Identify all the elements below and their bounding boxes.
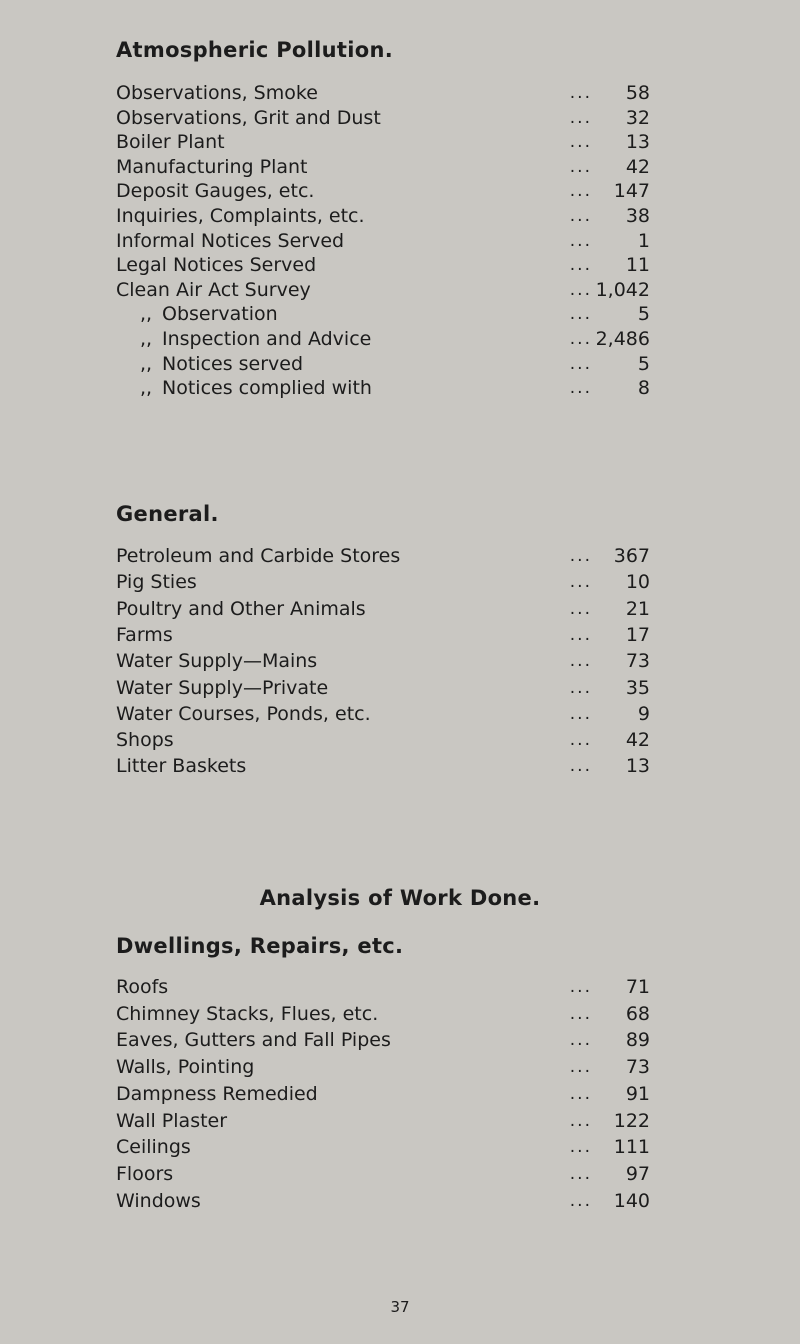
row-label: Walls, Pointing — [116, 1056, 255, 1079]
table-row — [116, 178, 650, 204]
row-label: Eaves, Gutters and Fall Pipes — [116, 1029, 391, 1052]
row-value: 5 — [637, 303, 650, 326]
row-label: Inspection and Advice — [162, 328, 372, 350]
row-label: Dampness Remedied — [116, 1082, 318, 1105]
row-label: Poultry and Other Animals — [116, 597, 366, 620]
table-row — [116, 1054, 650, 1080]
table-row — [116, 1081, 650, 1107]
leader-dots: ... — [569, 1030, 592, 1051]
row-label: Wall Plaster — [116, 1109, 228, 1132]
row-value: 58 — [625, 82, 650, 104]
row-value: 42 — [625, 155, 650, 178]
table-row — [116, 543, 650, 569]
table-row — [116, 1001, 650, 1027]
section-heading-general: General. — [116, 502, 219, 526]
row-label: Petroleum and Carbide Stores — [116, 545, 401, 567]
section-heading-dwellings: Dwellings, Repairs, etc. — [116, 934, 404, 958]
row-label: Shops — [116, 729, 174, 752]
row-value: 2,486 — [595, 328, 650, 350]
leader-dots: ... — [569, 1003, 592, 1024]
row-value: 21 — [625, 597, 650, 620]
leader-dots: ... — [569, 730, 592, 751]
row-label: Windows — [116, 1189, 201, 1212]
leader-dots: ... — [569, 255, 592, 276]
row-label: Deposit Gauges, etc. — [116, 180, 315, 203]
row-value: 122 — [613, 1109, 650, 1132]
leader-dots: ... — [569, 977, 592, 997]
table-row — [116, 1161, 650, 1187]
row-label: Water Courses, Ponds, etc. — [116, 702, 371, 725]
leader-dots: ... — [569, 572, 592, 593]
table-row — [116, 375, 650, 401]
row-label: Water Supply—Private — [116, 676, 329, 699]
table-row — [116, 974, 650, 1000]
row-value: 42 — [625, 729, 650, 752]
row-value: 97 — [625, 1162, 650, 1185]
row-value: 73 — [625, 1056, 650, 1079]
leader-dots: ... — [569, 279, 592, 300]
row-value: 68 — [625, 1002, 650, 1025]
row-value: 38 — [625, 205, 650, 227]
row-label: Manufacturing Plant — [116, 155, 308, 178]
table-row — [116, 105, 650, 131]
row-value: 140 — [613, 1189, 650, 1212]
row-label: Pig Sties — [116, 571, 197, 594]
leader-dots: ... — [569, 230, 592, 251]
section-heading-analysis: Analysis of Work Done. — [259, 886, 541, 910]
page-number: 37 — [390, 1298, 410, 1316]
leader-dots: ... — [569, 304, 592, 325]
row-value: 17 — [625, 623, 650, 646]
leader-dots: ... — [569, 677, 592, 698]
leader-dots: ... — [569, 206, 592, 226]
row-value: 13 — [625, 131, 650, 154]
row-value: 73 — [625, 650, 650, 673]
ditto-mark: ,, — [140, 377, 153, 400]
table-row — [116, 80, 650, 106]
leader-dots: ... — [569, 107, 592, 128]
leader-dots: ... — [569, 1083, 592, 1104]
row-value: 8 — [637, 377, 650, 400]
leader-dots: ... — [569, 546, 592, 566]
leader-dots: ... — [569, 1163, 592, 1184]
row-label: Ceilings — [116, 1136, 191, 1159]
row-label: Roofs — [116, 976, 169, 998]
table-row — [116, 228, 650, 254]
table-row — [116, 701, 650, 727]
table-row — [116, 252, 650, 278]
row-label: Legal Notices Served — [116, 254, 317, 277]
leader-dots: ... — [569, 651, 592, 672]
row-value: 32 — [625, 106, 650, 129]
table-row — [116, 129, 650, 155]
row-value: 367 — [613, 545, 650, 567]
table-row — [116, 753, 650, 779]
leader-dots: ... — [569, 83, 592, 103]
row-value: 9 — [637, 702, 650, 725]
leader-dots: ... — [569, 598, 592, 619]
leader-dots: ... — [569, 329, 592, 349]
table-row — [116, 648, 650, 674]
table-row — [116, 675, 650, 701]
row-value: 11 — [625, 254, 650, 277]
table-row — [116, 351, 650, 377]
row-label: Litter Baskets — [116, 755, 247, 778]
leader-dots: ... — [569, 1137, 592, 1158]
row-value: 147 — [613, 180, 650, 203]
row-label: Inquiries, Complaints, etc. — [116, 205, 365, 227]
table-row — [116, 301, 650, 327]
row-value: 13 — [625, 755, 650, 778]
table-row — [116, 154, 650, 180]
row-value: 71 — [625, 976, 650, 998]
leader-dots: ... — [569, 132, 592, 153]
table-row — [116, 203, 650, 229]
row-label: Floors — [116, 1162, 174, 1185]
row-label: Water Supply—Mains — [116, 650, 318, 673]
row-label: Informal Notices Served — [116, 229, 345, 252]
row-label: Observation — [162, 303, 278, 326]
leader-dots: ... — [569, 181, 592, 202]
leader-dots: ... — [569, 378, 592, 399]
row-label: Notices complied with — [162, 377, 372, 400]
row-value: 91 — [625, 1082, 650, 1105]
table-row — [116, 596, 650, 622]
table-row — [116, 727, 650, 753]
ditto-mark: ,, — [140, 352, 153, 375]
leader-dots: ... — [569, 703, 592, 724]
row-label: Farms — [116, 623, 173, 646]
leader-dots: ... — [569, 624, 592, 645]
table-row — [116, 326, 650, 352]
row-value: 10 — [625, 571, 650, 594]
row-value: 111 — [613, 1136, 650, 1159]
row-value: 1 — [637, 229, 650, 252]
leader-dots: ... — [569, 1190, 592, 1211]
table-row — [116, 569, 650, 595]
row-label: Clean Air Act Survey — [116, 278, 311, 301]
section-heading-atmospheric: Atmospheric Pollution. — [116, 38, 393, 62]
row-value: 5 — [637, 352, 650, 375]
row-label: Notices served — [162, 352, 304, 375]
ditto-mark: ,, — [140, 328, 153, 350]
row-label: Observations, Smoke — [116, 82, 318, 104]
row-label: Chimney Stacks, Flues, etc. — [116, 1002, 379, 1025]
table-row — [116, 1027, 650, 1053]
row-label: Observations, Grit and Dust — [116, 106, 381, 129]
table-row — [116, 277, 650, 303]
table-row — [116, 622, 650, 648]
leader-dots: ... — [569, 1057, 592, 1078]
table-row — [116, 1188, 650, 1214]
row-label: Boiler Plant — [116, 131, 225, 154]
leader-dots: ... — [569, 756, 592, 777]
leader-dots: ... — [569, 1110, 592, 1131]
ditto-mark: ,, — [140, 303, 153, 326]
leader-dots: ... — [569, 156, 592, 177]
row-value: 35 — [625, 676, 650, 699]
table-row — [116, 1134, 650, 1160]
row-value: 89 — [625, 1029, 650, 1052]
row-value: 1,042 — [595, 278, 650, 301]
table-row — [116, 1108, 650, 1134]
leader-dots: ... — [569, 353, 592, 374]
